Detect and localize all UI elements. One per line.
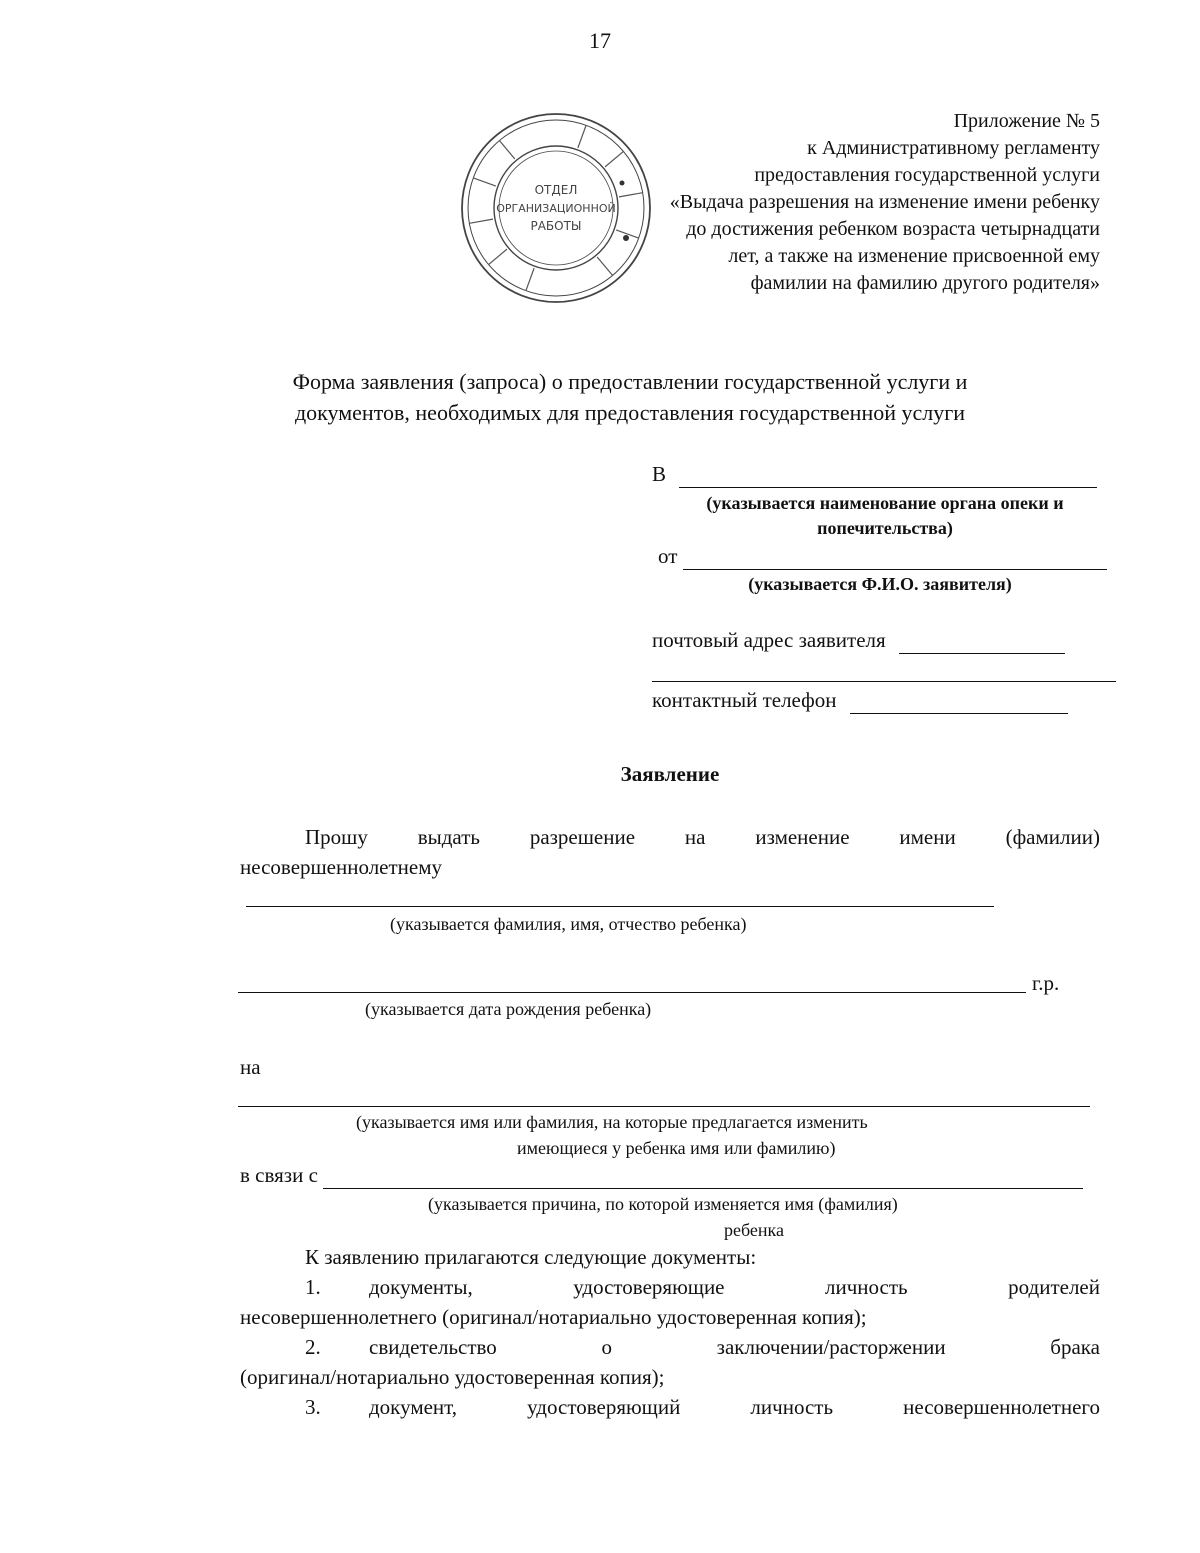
attachment-word: свидетельство [369,1335,497,1359]
attachment-number: 3. [305,1395,321,1419]
reason-hint-2: ребенка [724,1220,784,1240]
attachment-item-3 [305,1392,1100,1422]
appendix-line: к Административному регламенту [807,137,1100,159]
form-title [200,366,1060,428]
reason-row [240,1163,1083,1189]
appendix-header [620,108,1100,297]
request-word: на [684,825,706,849]
statement-title: Заявление [620,762,720,786]
appendix-line: до достижения ребенком возраста четырнадцати [686,218,1100,240]
request-word: разрешение [529,825,636,849]
page-number: 17 [589,28,611,53]
form-title-line-1: Форма заявления (запроса) о предоставлении государственной услуги и [292,369,968,394]
child-name-hint: (указывается фамилия, имя, отчество ребенка) [390,914,747,934]
birth-date-hint: (указывается дата рождения ребенка) [365,999,652,1019]
addressee-to-label: В [652,462,667,486]
attachment-item-1 [305,1272,1100,1302]
attachment-word: брака [1050,1335,1100,1359]
phone-label: контактный телефон [652,688,837,712]
phone-field[interactable] [850,688,1068,714]
attachment-word: личность [750,1395,834,1419]
attachment-number: 2. [305,1335,321,1359]
attachment-item-1-cont: несовершеннолетнего (оригинал/нотариально удостоверенная копия); [240,1305,867,1329]
stamp-line-2: ОРГАНИЗАЦИОННОЙ [496,202,616,215]
request-word: изменение [755,825,850,849]
request-word: выдать [417,825,480,849]
addressee-from-field[interactable] [683,544,1107,570]
postal-address-field[interactable] [899,628,1065,654]
stamp-line-3: РАБОТЫ [530,219,582,233]
phone-row [652,688,1068,714]
appendix-line: «Выдача разрешения на изменение имени ребенку [669,191,1100,213]
attachment-word: заключении/расторжении [716,1335,946,1359]
new-name-hint-2: имеющиеся у ребенка имя или фамилию) [517,1138,836,1158]
attachment-word: документ, [369,1395,458,1419]
request-word: Прошу [305,825,368,849]
postal-address-label: почтовый адрес заявителя [652,628,886,652]
postal-address-line-2[interactable] [652,681,1116,682]
attachment-word: о [601,1335,612,1359]
child-name-field[interactable] [246,906,994,907]
request-word: (фамилии) [1005,825,1100,849]
postal-address-row [652,628,1065,654]
reason-label: в связи с [240,1163,318,1187]
attachment-item-2-cont: (оригинал/нотариально удостоверенная копия); [240,1365,665,1389]
new-name-hint-1: (указывается имя или фамилия, на которые предлагается изменить [356,1112,868,1132]
new-name-label: на [240,1055,261,1079]
attachment-word: родителей [1008,1275,1100,1299]
attachment-word: удостоверяющий [527,1395,681,1419]
request-word: имени [899,825,956,849]
attachments-intro: К заявлению прилагаются следующие документы: [305,1245,757,1269]
attachment-word: личность [825,1275,908,1299]
attachment-item-2 [305,1332,1100,1362]
reason-field[interactable] [323,1163,1083,1189]
reason-hint-1: (указывается причина, по которой изменяется имя (фамилия) [428,1194,898,1214]
appendix-line: предоставления государственной услуги [754,164,1100,186]
form-title-line-2: документов, необходимых для предоставления государственной услуги [294,400,966,425]
birth-suffix: г.р. [1032,971,1060,995]
new-name-field[interactable] [238,1106,1090,1107]
attachment-word: удостоверяющие [573,1275,725,1299]
addressee-to-row [652,462,1097,488]
birth-date-field[interactable] [238,992,1026,993]
addressee-to-hint: (указывается наименование органа опеки и попечительства) [706,493,1064,538]
addressee-from-label: от [658,544,678,568]
request-line-2: несовершеннолетнему [240,855,443,879]
appendix-line: фамилии на фамилию другого родителя» [750,272,1100,294]
addressee-to-field[interactable] [679,462,1097,488]
attachment-number: 1. [305,1275,321,1299]
addressee-from-row [658,544,1107,570]
appendix-line: лет, а также на изменение присвоенной ему [728,245,1100,267]
stamp-line-1: ОТДЕЛ [534,183,578,197]
addressee-from-hint: (указывается Ф.И.О. заявителя) [748,574,1012,594]
attachment-word: документы, [369,1275,473,1299]
appendix-line: Приложение № 5 [953,110,1100,132]
attachment-word: несовершеннолетнего [903,1395,1100,1419]
request-line-1 [305,822,1100,852]
